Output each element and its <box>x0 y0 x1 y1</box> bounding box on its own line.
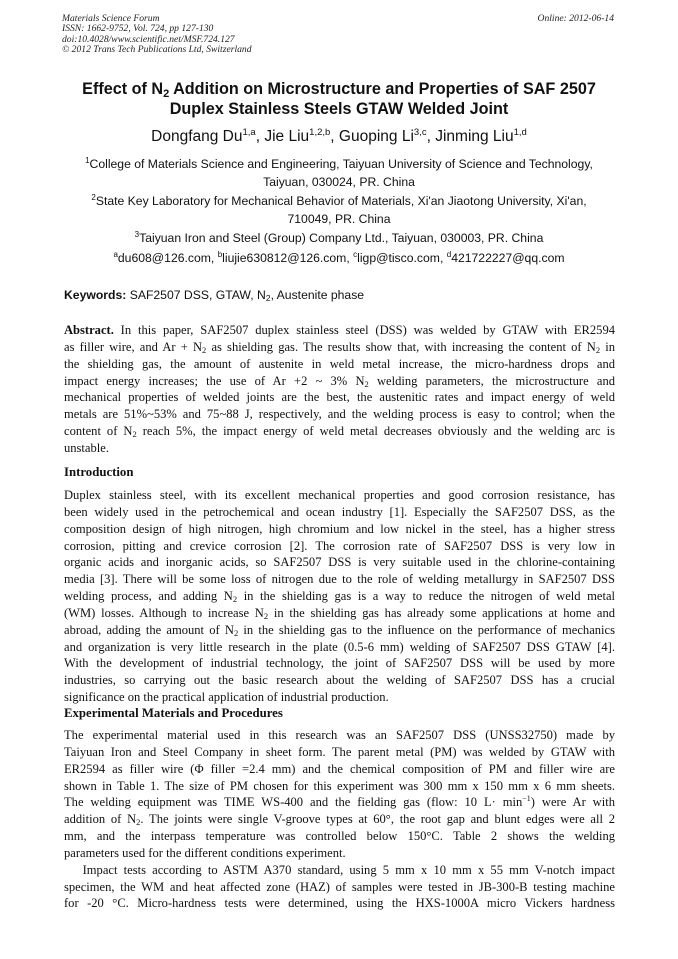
author-list: Dongfang Du$^{1,a}$, Jie Liu$^{1,2,b}$, Guoping Li$^{3,c}$, Jinming Liu$^{1,d}$ <box>151 127 527 145</box>
abstract: Abstract. In this paper, SAF2507 duplex stainless steel (DSS) was welded by GTAW with ER2594 as filler wire, and $Ar + N_2$ as shielding gas. The results show that, with increasing the content of $N_2$ in the shielding gas, the amount of austenite in weld metal increase, the micro-hardness drops and impact energy increases; the use of Ar +2 ~ 3% $N_2$ welding parameters, the microstructure and mechanical properties of welded joints are the best, the austenitic rates and impact energy of weld metals are 51%~53% and 75~88 J, respectively, and the welding process is easy to control; when the content of $N_2$ reach 5%, the impact energy of weld metal decreases obviously and the welding arc is unstable. <box>64 323 615 455</box>
email-link[interactable]: 421722227@qq.com <box>451 251 565 265</box>
affiliation-2: $^2$State Key Laboratory for Mechanical Behavior of Materials, Xi'an Jiaotong University, Xi'an, 710049, PR. China <box>91 193 587 226</box>
section-heading-introduction: Introduction <box>64 465 134 479</box>
author: Jie Liu <box>264 128 310 145</box>
affiliation-3: $^3$Taiyuan Iron and Steel (Group) Company Ltd., Taiyuan, 030003, PR. China <box>134 230 544 245</box>
journal-header <box>62 14 252 56</box>
issn-line: ISSN: 1662-9752, Vol. 724, pp 127-130 <box>62 23 214 35</box>
email-list: $^a$du608@126.com, $^b$liujie630812@126.com, $^c$ligp@tisco.com, $^d$421722227@qq.com <box>113 250 565 265</box>
section-heading-experimental: Experimental Materials and Procedures <box>64 706 283 720</box>
paper-title: Effect of $N_2$ Addition on Microstructure and Properties of SAF 2507 Duplex Stainless Steels GTAW Welded Joint <box>82 80 596 118</box>
keywords: Keywords: SAF2507 DSS, GTAW, $N_2$, Austenite phase <box>64 288 365 303</box>
email-link[interactable]: du608@126.com <box>117 251 211 265</box>
introduction-body: Duplex stainless steel, with its excellent mechanical properties and good corrosion resistance, has been widely used in the petrochemical and ocean industry [1]. Especially the SAF2507 DSS, as the composition design of high nitrogen, high chromium and low nickel in the steel, has a higher stress corrosion, pitting and crevice corrosion [2]. The corrosion rate of SAF2507 DSS is very low in organic acids and inorganic acids, so SAF2507 DSS is very suitable used in the chlorine-containing media [3]. There will be some loss of nitrogen due to the role of welding metallurgy in SAF2507 DSS welding process, and adding $N_2$ in the shielding gas is a way to reduce the nitrogen of weld metal (WM) losses. Although to increase $N_2$ in the shielding gas has already some applications at home and abroad, adding the amount of $N_2$ in the shielding gas to the influence on the performance of mechanics and organization is very little research in the plate (0.5-6 mm) welding of SAF2507 DSS GTAW [4]. With the development of industrial technology, the joint of SAF2507 DSS will be used by more industries, so carrying out the basic research about the welding of SAF2507 DSS has a crucial significance on the practical application of industrial production. <box>64 488 615 705</box>
author: Jinming Liu <box>435 128 514 145</box>
abstract-label: Abstract. <box>64 323 114 337</box>
experimental-body: The experimental material used in this research was an SAF2507 DSS (UNSS32750) made by Taiyuan Iron and Steel Company in sheet form. The parent metal (PM) was welded by GTAW with ER2594 as filler wire (Φ filler =2.4 mm) and the chemical composition of PM and filler wire are shown in Table 1. The size of PM chosen for this experiment was 300 mm x 150 mm x 6 mm sheets. The welding equipment was TIME WS-400 and the fielding gas (flow: 10 $L\cdot \min^{-1}$) were Ar with addition of $N_2$. The joints were single V-groove types at 60°, the root gap and blunt edges were all 2 mm, and the interpass temperature was controlled below 150°C. Table 2 shows the welding parameters used for the different conditions experiment. Impact tests according to ASTM A370 standard, using 5 mm x 10 mm x 55 mm V-notch impact specimen, the WM and heat affected zone (HAZ) of samples were tested in JB-300-B testing machine for -20 °C. Micro-hardness tests were determined, using the HXS-1000A micro Vickers hardness <box>64 728 615 911</box>
email-link[interactable]: ligp@tisco.com <box>357 251 440 265</box>
keywords-label: Keywords: <box>64 288 127 302</box>
author: Guoping Li <box>338 128 414 145</box>
author: Dongfang Du <box>151 128 243 145</box>
online-date: Online: 2012-06-14 <box>537 13 614 24</box>
doi-line[interactable]: doi:10.4028/www.scientific.net/MSF.724.127 <box>62 33 235 45</box>
email-link[interactable]: liujie630812@126.com <box>222 251 347 265</box>
affiliation-1: $^1$College of Materials Science and Engineering, Taiyuan University of Science and Technology, Taiyuan, 030024, PR. China <box>85 156 593 189</box>
journal-name: Materials Science Forum <box>62 13 160 24</box>
copyright-line: © 2012 Trans Tech Publications Ltd, Switzerland <box>62 44 252 56</box>
